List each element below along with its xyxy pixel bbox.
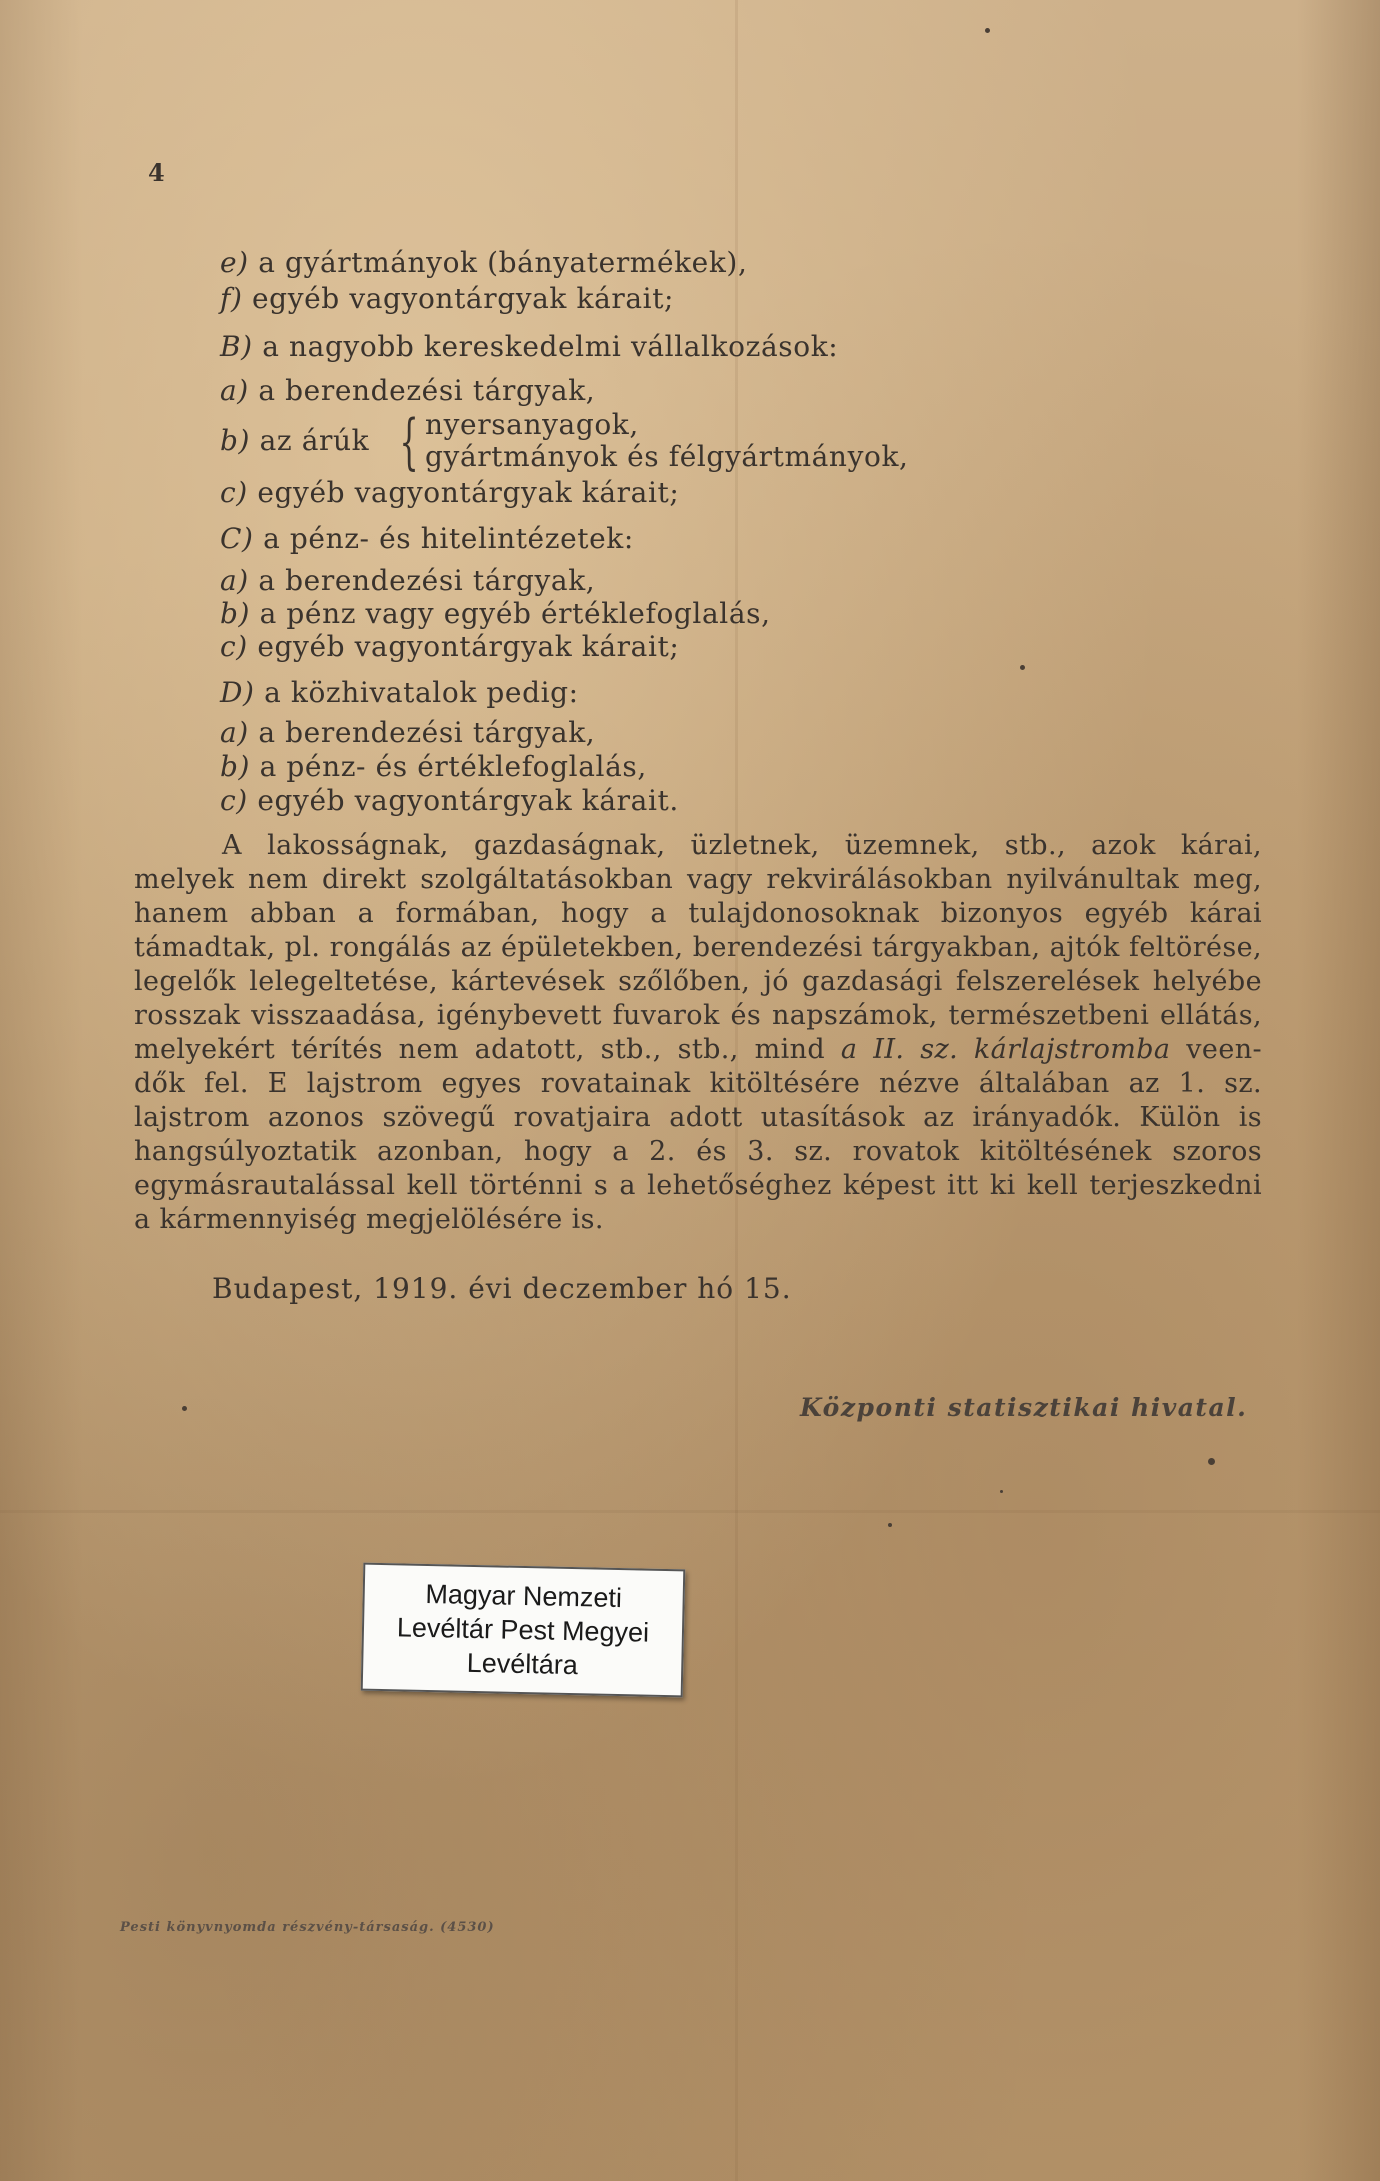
list-subitem: nyersanyagok, [425,408,639,441]
stamp-line: Magyar Nemzeti [425,1578,623,1614]
ink-speck [182,1406,187,1411]
ink-speck [985,28,990,33]
signature-office: Központi statisztikai hivatal. [800,1393,1248,1422]
paragraph-line: támadtak, pl. rongálás az épületekben, berendezési tárgyakban, ajtók feltörése, [134,932,1262,963]
curly-brace: { [399,407,419,477]
paragraph-line: legelők lelegeltetése, kártevések szőlőben, jó gazdasági felszerelések helyébe [134,966,1262,997]
list-item: b) a pénz- és értéklefoglalás, [220,750,647,783]
printer-imprint: Pesti könyvnyomda részvény-társaság. (4530) [120,1920,495,1935]
paragraph-italic-phrase: a II. sz. kárlajstromba [840,1034,1171,1065]
paragraph-line: hanem abban a formában, hogy a tulajdonosoknak bizonyos egyéb kárai [134,898,1262,929]
list-item: b) a pénz vagy egyéb értéklefoglalás, [220,597,771,630]
list-item: a) a berendezési tárgyak, [220,374,596,407]
paragraph-line: melyekért térítés nem adatott, stb., stb., mind a II. sz. kárlajstromba veen- [134,1034,1263,1065]
ink-speck [888,1523,892,1527]
list-item: c) egyéb vagyontárgyak kárait. [220,784,679,817]
ink-speck [1020,665,1025,670]
list-subitem: gyártmányok és félgyártmányok, [425,440,909,473]
paragraph-line: a kármennyiség megjelölésére is. [134,1204,604,1235]
list-item: c) egyéb vagyontárgyak kárait; [220,630,680,663]
list-item: f) egyéb vagyontárgyak kárait; [220,282,675,315]
stamp-line: Levéltár Pest Megyei [396,1612,650,1648]
paragraph-line: hangsúlyoztatik azonban, hogy a 2. és 3. sz. rovatok kitöltésének szoros [134,1136,1262,1167]
list-item: B) a nagyobb kereskedelmi vállalkozások: [220,330,839,363]
paragraph-line: melyek nem direkt szolgáltatásokban vagy rekvirálásokban nyilvánultak meg, [134,864,1262,895]
list-item: C) a pénz- és hitelintézetek: [220,522,634,555]
paragraph-line: lajstrom azonos szövegű rovatjaira adott utasítások az irányadók. Külön is [134,1102,1262,1133]
list-item: e) a gyártmányok (bányatermékek), [220,246,748,279]
list-item: a) a berendezési tárgyak, [220,716,596,749]
stamp-line: Levéltára [466,1647,579,1681]
list-item: b) az árúk [220,424,370,457]
archive-label-sticker [361,1563,686,1698]
paragraph-line: egymásrautalással kell történni s a lehetőséghez képest itt ki kell terjeszkedni [134,1170,1262,1201]
ink-speck [1208,1458,1215,1465]
page-number: 4 [148,158,165,187]
list-item: D) a közhivatalok pedig: [220,676,579,709]
list-item: a) a berendezési tárgyak, [220,564,596,597]
paragraph-line: A lakosságnak, gazdaságnak, üzletnek, üzemnek, stb., azok kárai, [222,830,1262,861]
ink-speck [1000,1490,1003,1493]
date-line: Budapest, 1919. évi deczember hó 15. [212,1272,792,1305]
paper-fold-horizontal [0,1510,1380,1513]
list-item: c) egyéb vagyontárgyak kárait; [220,476,680,509]
paragraph-line: dők fel. E lajstrom egyes rovatainak kitöltésére nézve általában az 1. sz. [134,1068,1262,1099]
paragraph-line: rosszak visszaadása, igénybevett fuvarok és napszámok, természetbeni ellátás, [134,1000,1262,1031]
